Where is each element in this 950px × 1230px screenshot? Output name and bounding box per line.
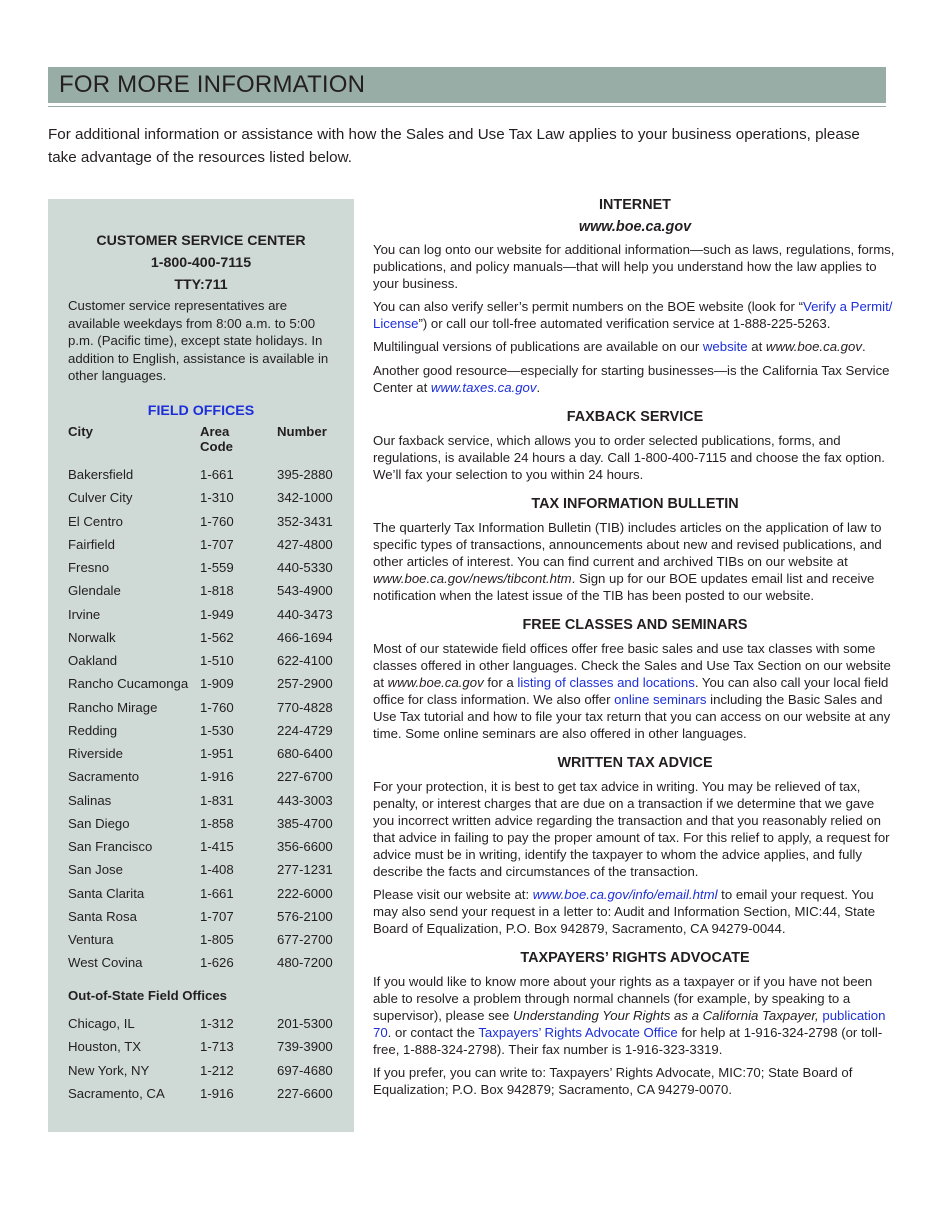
classes-p1-text-d: including the Basic Sales and Use Tax tutorial and how to file your tax return that you can access on our website at any time. Some online seminars are also offered in other languages. bbox=[373, 692, 891, 741]
table-row bbox=[68, 858, 348, 881]
area-code-cell: 1-916 bbox=[200, 769, 234, 785]
number-cell: 680-6400 bbox=[277, 746, 333, 761]
table-row bbox=[68, 789, 348, 812]
field-offices-title: FIELD OFFICES bbox=[147, 403, 255, 419]
table-row bbox=[68, 696, 348, 719]
area-code-cell: 1-312 bbox=[200, 1016, 234, 1031]
area-code-cell: 1-559 bbox=[200, 560, 234, 575]
area-code-cell: 1-415 bbox=[200, 839, 234, 854]
city-cell: Ventura bbox=[68, 932, 114, 947]
area-code-cell: 1-951 bbox=[200, 746, 234, 761]
number-cell: 201-5300 bbox=[277, 1016, 333, 1031]
column-header-area-line2: Code bbox=[200, 439, 233, 454]
number-cell: 224-4729 bbox=[277, 722, 333, 738]
table-row bbox=[68, 905, 348, 928]
tib-p1 bbox=[373, 519, 897, 604]
internet-p2-text-b: ”) or call our toll-free automated verification service at 1-888-225-5263. bbox=[418, 316, 831, 331]
internet-p3-text-c: . bbox=[861, 339, 866, 354]
table-row bbox=[68, 765, 348, 788]
number-cell: 440-3473 bbox=[277, 606, 333, 622]
number-cell: 576-2100 bbox=[277, 908, 333, 924]
tib-p1-text-b: . Sign up for our BOE updates email list and receive notification when the latest issue of the TIB has been posted to our website. bbox=[373, 571, 875, 603]
website-link[interactable]: website bbox=[702, 339, 748, 354]
internet-p1: You can log onto our website for additional information—such as laws, regulations, forms, publications, and policy manuals—that will help you understand how the law applies to your business. bbox=[373, 242, 895, 291]
number-cell: 227-6700 bbox=[277, 769, 333, 785]
city-cell: Rancho Mirage bbox=[68, 699, 158, 715]
city-cell: Fresno bbox=[68, 560, 110, 575]
column-header-city: City bbox=[68, 424, 93, 439]
table-row bbox=[68, 742, 348, 765]
advocate-p1 bbox=[373, 973, 897, 1058]
column-header-area-line1: Area bbox=[200, 424, 230, 439]
city-cell: San Francisco bbox=[68, 839, 153, 854]
city-cell: Sacramento bbox=[68, 769, 140, 785]
number-cell: 222-6000 bbox=[277, 885, 333, 901]
city-cell: Houston, TX bbox=[68, 1039, 142, 1055]
table-row bbox=[68, 533, 348, 556]
advocate-p1-text-c: . or contact the bbox=[387, 1025, 479, 1040]
taxes-ca-gov-link[interactable]: www.taxes.ca.gov bbox=[430, 380, 537, 395]
tib-p1-text-a: The quarterly Tax Information Bulletin (TIB) includes articles on the application of law to specific types of transactions, announcements about new and revised publications, and other articles of interest. You can find current and archived TIBs on our website at bbox=[373, 520, 882, 569]
number-cell: 227-6600 bbox=[277, 1085, 333, 1101]
area-code-cell: 1-916 bbox=[200, 1085, 234, 1101]
advocate-title: TAXPAYERS’ RIGHTS ADVOCATE bbox=[520, 950, 750, 966]
column-header-number: Number bbox=[277, 424, 327, 439]
number-cell: 352-3431 bbox=[277, 513, 333, 529]
classes-p1 bbox=[373, 640, 897, 742]
page-title: FOR MORE INFORMATION bbox=[59, 71, 366, 98]
number-cell: 622-4100 bbox=[277, 653, 333, 668]
csc-title: CUSTOMER SERVICE CENTER bbox=[96, 233, 306, 249]
area-code-cell: 1-530 bbox=[200, 722, 234, 738]
online-seminars-link[interactable]: online seminars bbox=[614, 692, 707, 707]
classes-locations-link[interactable]: listing of classes and locations bbox=[517, 675, 695, 690]
city-cell: Culver City bbox=[68, 490, 133, 506]
internet-p4-text-a: Another good resource—especially for starting businesses—is the California Tax Service Center at bbox=[373, 363, 890, 395]
table-row bbox=[68, 649, 348, 672]
classes-p1-text-b: for a bbox=[483, 675, 518, 690]
number-cell: 440-5330 bbox=[277, 560, 333, 575]
table-row bbox=[68, 556, 348, 579]
number-cell: 697-4680 bbox=[277, 1062, 333, 1078]
internet-p3-url: www.boe.ca.gov bbox=[765, 339, 862, 354]
number-cell: 466-1694 bbox=[277, 629, 333, 645]
number-cell: 257-2900 bbox=[277, 676, 333, 692]
area-code-cell: 1-858 bbox=[200, 815, 234, 831]
number-cell: 356-6600 bbox=[277, 839, 333, 854]
table-row bbox=[68, 463, 348, 486]
city-cell: Irvine bbox=[68, 606, 101, 622]
area-code-cell: 1-661 bbox=[200, 885, 234, 901]
city-cell: San Diego bbox=[68, 815, 130, 831]
table-row bbox=[68, 626, 348, 649]
internet-title: INTERNET bbox=[599, 197, 671, 213]
header-bar bbox=[48, 67, 886, 103]
number-cell: 739-3900 bbox=[277, 1039, 333, 1055]
faxback-title: FAXBACK SERVICE bbox=[566, 409, 704, 425]
email-request-link[interactable]: www.boe.ca.gov/info/email.html bbox=[532, 887, 718, 902]
city-cell: El Centro bbox=[68, 513, 123, 529]
number-cell: 277-1231 bbox=[277, 862, 333, 878]
table-row bbox=[68, 928, 348, 951]
tib-url: www.boe.ca.gov/news/tibcont.htm bbox=[373, 571, 572, 586]
advice-p1: For your protection, it is best to get tax advice in writing. You may be relieved of tax, penalty, or interest charges that are due on a transaction if we determine that we gave you incorrect written advice regarding the transaction and that you reasonably relied on that advice in failing to pay the proper amount of tax. For this relief to apply, a request for advice must be in writing, identify the taxpayer to whom the advice applies, and fully describe the facts and circumstances of the transaction. bbox=[373, 779, 890, 879]
table-row bbox=[68, 951, 348, 974]
verify-permit-link[interactable]: Verify a Permit/ License bbox=[373, 299, 893, 331]
table-row bbox=[68, 1012, 348, 1035]
tib-title: TAX INFORMATION BULLETIN bbox=[531, 496, 739, 512]
number-cell: 770-4828 bbox=[277, 699, 333, 715]
number-cell: 342-1000 bbox=[277, 490, 333, 506]
city-cell: Fairfield bbox=[68, 536, 115, 552]
classes-title: FREE CLASSES AND SEMINARS bbox=[522, 617, 748, 633]
area-code-cell: 1-510 bbox=[200, 653, 234, 668]
csc-phone: 1-800-400-7115 bbox=[150, 255, 252, 271]
faxback-p1: Our faxback service, which allows you to order selected publications, forms, and regulations, is available 24 hours a day. Call 1-800-400-7115 and choose the fax option. We’ll fax your selection to you within 24 hours. bbox=[373, 433, 885, 482]
number-cell: 677-2700 bbox=[277, 932, 333, 947]
customer-service-heading bbox=[48, 230, 354, 296]
table-row bbox=[68, 1035, 348, 1058]
area-code-cell: 1-805 bbox=[200, 932, 234, 947]
area-code-cell: 1-713 bbox=[200, 1039, 234, 1055]
area-code-cell: 1-760 bbox=[200, 513, 234, 529]
city-cell: Rancho Cucamonga bbox=[68, 676, 189, 692]
table-row bbox=[68, 672, 348, 695]
area-code-cell: 1-562 bbox=[200, 629, 234, 645]
table-row bbox=[68, 882, 348, 905]
internet-p3-text-a: Multilingual versions of publications are available on our bbox=[373, 339, 703, 354]
internet-p2-text-a: You can also verify seller’s permit numbers on the BOE website (look for “ bbox=[373, 299, 804, 314]
city-cell: Glendale bbox=[68, 583, 121, 599]
city-cell: Redding bbox=[68, 722, 118, 738]
classes-p1-text-a: Most of our statewide field offices offer free basic sales and use tax classes with some classes offered in other languages. Check the Sales and Use Tax Section on our website at bbox=[373, 641, 891, 690]
internet-p3-text-b: at bbox=[747, 339, 766, 354]
area-code-cell: 1-760 bbox=[200, 699, 234, 715]
internet-p3 bbox=[373, 338, 897, 355]
table-row bbox=[68, 603, 348, 626]
classes-url: www.boe.ca.gov bbox=[387, 675, 484, 690]
table-row bbox=[68, 510, 348, 533]
number-cell: 427-4800 bbox=[277, 536, 333, 552]
city-cell: Oakland bbox=[68, 653, 118, 668]
city-cell: Chicago, IL bbox=[68, 1016, 135, 1031]
area-code-cell: 1-707 bbox=[200, 536, 234, 552]
city-cell: Santa Rosa bbox=[68, 908, 137, 924]
advocate-p2: If you prefer, you can write to: Taxpayers’ Rights Advocate, MIC:70; State Board of Equalization; P.O. Box 942879; Sacramento, CA 94279-0070. bbox=[373, 1065, 853, 1097]
city-cell: Bakersfield bbox=[68, 467, 134, 482]
number-cell: 395-2880 bbox=[277, 467, 333, 482]
out-of-state-title: Out-of-State Field Offices bbox=[68, 988, 227, 1003]
advocate-p1-text-a: If you would like to know more about your rights as a taxpayer or if you have not been able to resolve a problem through normal channels (for example, by speaking to a supervisor), please see bbox=[373, 974, 873, 1023]
number-cell: 385-4700 bbox=[277, 815, 333, 831]
table-row bbox=[68, 1082, 348, 1105]
publication-title: Understanding Your Rights as a California Taxpayer, bbox=[513, 1008, 819, 1023]
city-cell: New York, NY bbox=[68, 1062, 150, 1078]
city-cell: Santa Clarita bbox=[68, 885, 145, 901]
number-cell: 480-7200 bbox=[277, 955, 333, 971]
table-row bbox=[68, 835, 348, 858]
number-cell: 543-4900 bbox=[277, 583, 333, 599]
area-code-cell: 1-831 bbox=[200, 792, 234, 808]
classes-p1-text-c: . You can also call your local field office for class information. We also offer bbox=[373, 675, 889, 707]
number-cell: 443-3003 bbox=[277, 792, 333, 808]
area-code-cell: 1-626 bbox=[200, 955, 234, 971]
area-code-cell: 1-707 bbox=[200, 908, 234, 924]
advocate-p1-text-d: for help at 1-916-324-2798 (or toll-free, 1-888-324-2798). Their fax number is 1-916-323-3319. bbox=[373, 1025, 883, 1057]
table-row bbox=[68, 719, 348, 742]
header-divider bbox=[48, 106, 886, 107]
internet-url: www.boe.ca.gov bbox=[578, 219, 692, 235]
csc-description: Customer service representatives are available weekdays from 8:00 a.m. to 5:00 p.m. (Pacific time), except state holidays. In addition to English, assistance is available in other languages. bbox=[68, 298, 329, 383]
city-cell: West Covina bbox=[68, 955, 143, 971]
area-code-cell: 1-909 bbox=[200, 676, 234, 692]
internet-p4 bbox=[373, 362, 897, 396]
advice-p2 bbox=[373, 886, 897, 937]
internet-p4-text-b: . bbox=[536, 380, 541, 395]
advice-title: WRITTEN TAX ADVICE bbox=[557, 755, 713, 771]
advice-p2-text-b: to email your request. You may also send your request in a letter to: Audit and Information Section, MIC:44, State Board of Equalization, P.O. Box 942879, Sacramento, CA 94279-0044. bbox=[373, 887, 876, 936]
table-row bbox=[68, 812, 348, 835]
area-code-cell: 1-818 bbox=[200, 583, 234, 599]
advice-p2-text-a: Please visit our website at: bbox=[373, 887, 533, 902]
table-row bbox=[68, 1059, 348, 1082]
area-code-cell: 1-310 bbox=[200, 490, 234, 506]
publication-70-link[interactable]: publication 70 bbox=[373, 1008, 886, 1040]
area-code-cell: 1-408 bbox=[200, 862, 234, 878]
intro-text: For additional information or assistance with how the Sales and Use Tax Law applies to your business operations, please take advantage of the resources listed below. bbox=[48, 126, 860, 166]
city-cell: Norwalk bbox=[68, 629, 116, 645]
table-row bbox=[68, 579, 348, 602]
area-code-cell: 1-949 bbox=[200, 606, 234, 622]
advocate-office-link[interactable]: Taxpayers’ Rights Advocate Office bbox=[478, 1025, 678, 1040]
area-code-cell: 1-212 bbox=[200, 1062, 234, 1078]
area-code-cell: 1-661 bbox=[200, 467, 234, 482]
internet-p2 bbox=[373, 298, 897, 332]
table-row bbox=[68, 486, 348, 509]
city-cell: Sacramento, CA bbox=[68, 1085, 165, 1101]
csc-tty: TTY:711 bbox=[174, 277, 228, 293]
city-cell: Salinas bbox=[68, 792, 112, 808]
city-cell: Riverside bbox=[68, 746, 123, 761]
city-cell: San Jose bbox=[68, 862, 123, 878]
column-header-area-code bbox=[200, 424, 233, 454]
